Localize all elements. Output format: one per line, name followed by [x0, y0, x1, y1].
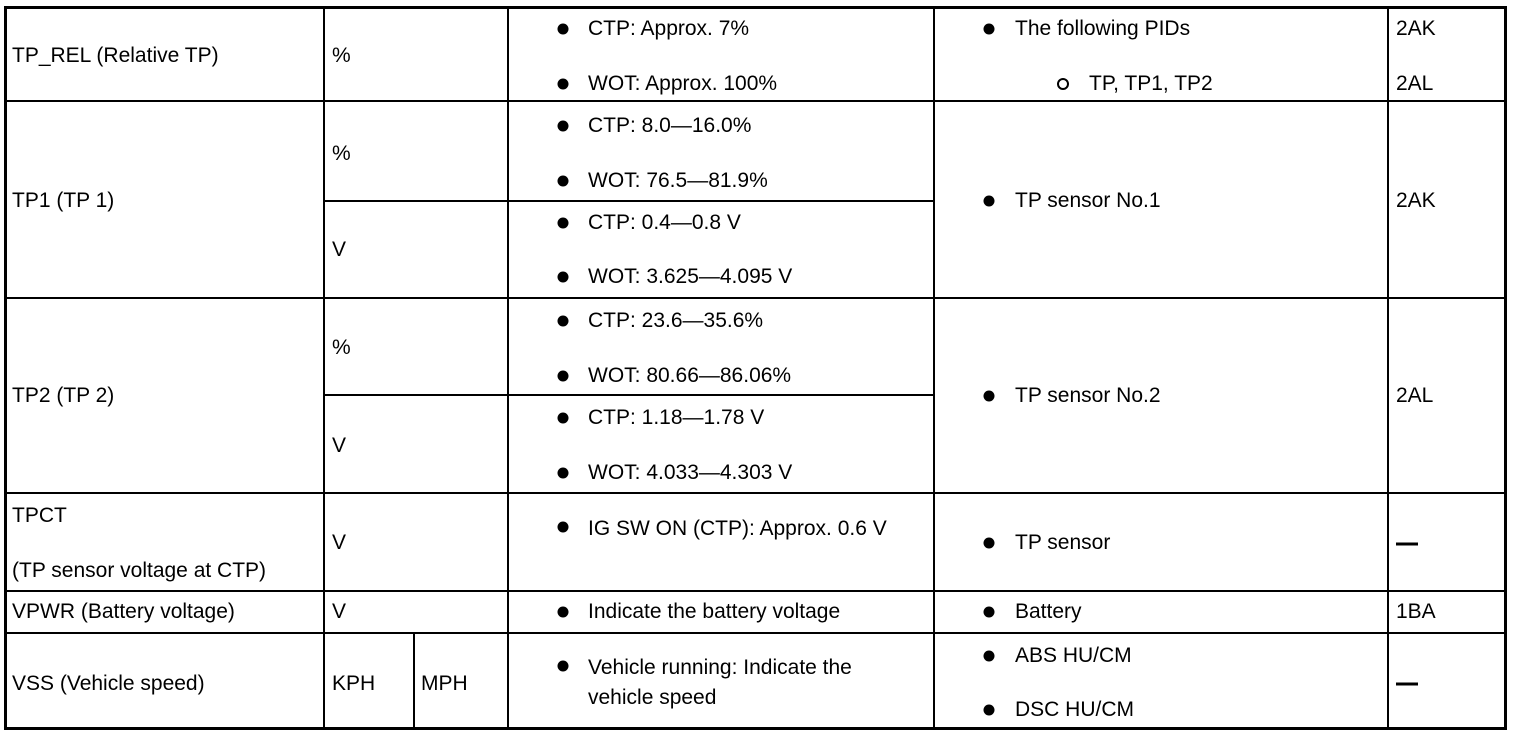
condition-text: CTP: Approx. 7%	[588, 17, 750, 40]
bullet-icon	[558, 316, 569, 327]
unit: MPH	[421, 672, 468, 695]
pid-name: TP1 (TP 1)	[12, 189, 115, 212]
terminal: 2AL	[1396, 72, 1434, 95]
bullet-icon	[558, 79, 569, 90]
not-applicable-dash	[1396, 543, 1418, 546]
inspection-subitem: TP, TP1, TP2	[1089, 72, 1213, 95]
row-divider	[324, 394, 934, 396]
row-divider	[4, 100, 1507, 102]
terminal: 2AK	[1396, 17, 1436, 40]
inspection-item: DSC HU/CM	[1015, 698, 1134, 721]
bullet-icon	[984, 538, 995, 549]
unit: V	[332, 531, 347, 554]
unit: KPH	[332, 672, 376, 695]
condition-text: CTP: 1.18—1.78 V	[588, 406, 765, 429]
column-divider	[507, 6, 509, 730]
unit: V	[332, 434, 347, 457]
inspection-item: TP sensor No.2	[1015, 384, 1161, 407]
inspection-item: Battery	[1015, 600, 1082, 623]
bullet-icon	[984, 391, 995, 402]
row-divider	[4, 632, 1507, 634]
unit: %	[332, 44, 351, 67]
row-divider	[4, 590, 1507, 592]
bullet-icon	[984, 651, 995, 662]
bullet-icon	[558, 176, 569, 187]
condition-text: WOT: 3.625—4.095 V	[588, 265, 793, 288]
not-applicable-dash	[1396, 683, 1418, 686]
bullet-icon	[558, 413, 569, 424]
bullet-icon	[984, 705, 995, 716]
condition-text: CTP: 0.4—0.8 V	[588, 211, 741, 234]
bullet-icon	[984, 196, 995, 207]
row-divider	[4, 492, 1507, 494]
bullet-icon	[558, 522, 569, 533]
pid-name: VSS (Vehicle speed)	[12, 672, 205, 695]
bullet-icon	[558, 121, 569, 132]
pid-name: TPCT	[12, 504, 67, 527]
inspection-item: TP sensor No.1	[1015, 189, 1161, 212]
bullet-icon	[558, 661, 569, 672]
column-divider	[933, 6, 935, 730]
unit: V	[332, 600, 347, 623]
bullet-icon	[558, 218, 569, 229]
unit: V	[332, 238, 347, 261]
pid-name: VPWR (Battery voltage)	[12, 600, 235, 623]
condition-text: CTP: 8.0—16.0%	[588, 114, 752, 137]
bullet-icon	[558, 607, 569, 618]
inspection-item: ABS HU/CM	[1015, 644, 1132, 667]
column-divider	[413, 632, 415, 730]
pid-name: TP_REL (Relative TP)	[12, 44, 219, 67]
terminal: 2AK	[1396, 189, 1436, 212]
bullet-icon	[558, 24, 569, 35]
condition-text: Indicate the battery voltage	[588, 600, 841, 623]
unit: %	[332, 142, 351, 165]
condition-text: WOT: 80.66—86.06%	[588, 364, 792, 387]
condition-text: WOT: 76.5—81.9%	[588, 169, 768, 192]
column-divider	[323, 6, 325, 730]
inspection-item: The following PIDs	[1015, 17, 1191, 40]
unit: %	[332, 336, 351, 359]
condition-text: CTP: 23.6—35.6%	[588, 309, 764, 332]
bullet-icon	[558, 468, 569, 479]
bullet-icon	[558, 371, 569, 382]
row-divider	[4, 297, 1507, 299]
row-divider	[324, 200, 934, 202]
bullet-icon	[558, 272, 569, 283]
condition-text: WOT: 4.033—4.303 V	[588, 461, 793, 484]
column-divider	[1387, 6, 1389, 730]
bullet-icon	[984, 24, 995, 35]
inspection-item: TP sensor	[1015, 531, 1111, 554]
condition-text: WOT: Approx. 100%	[588, 72, 778, 95]
pid-description: (TP sensor voltage at CTP)	[12, 559, 267, 582]
sub-bullet-icon	[1057, 78, 1069, 90]
terminal: 2AL	[1396, 384, 1434, 407]
pid-name: TP2 (TP 2)	[12, 384, 115, 407]
condition-text: Vehicle running: Indicate the vehicle speed	[588, 656, 852, 709]
condition-text: IG SW ON (CTP): Approx. 0.6 V	[588, 517, 887, 540]
bullet-icon	[984, 607, 995, 618]
terminal: 1BA	[1396, 600, 1436, 623]
